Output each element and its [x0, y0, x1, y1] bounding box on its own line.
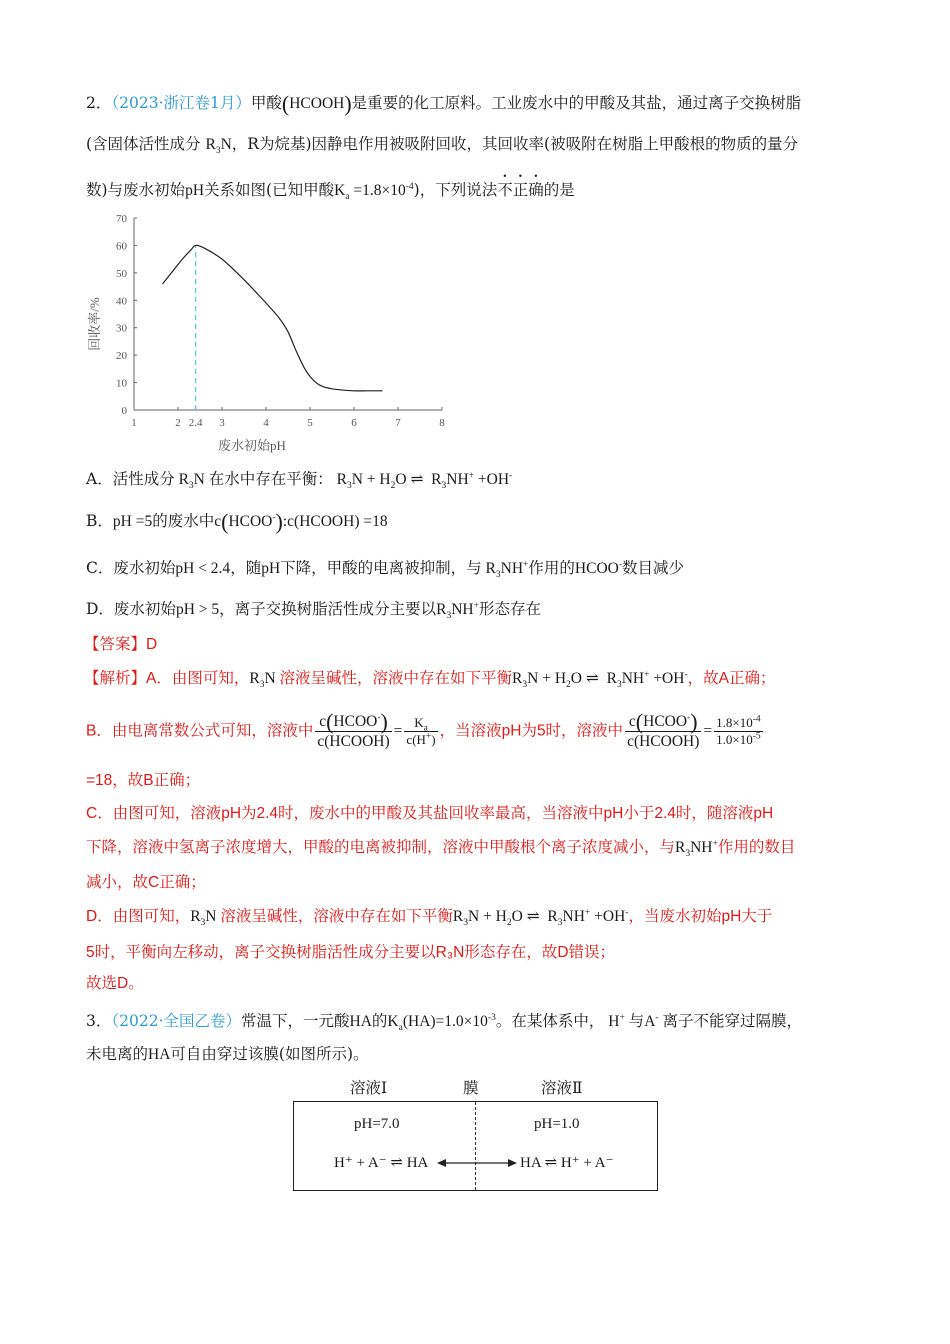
- y-tick-label: 40: [116, 295, 127, 308]
- option-d: [86, 598, 541, 621]
- option-b-label: B．: [86, 512, 113, 530]
- formula-r3nh: $R_3NH^+$: [436, 600, 479, 622]
- q2-text: 的是: [543, 181, 575, 199]
- formula-ha: HA: [148, 1046, 171, 1063]
- option-c-text: 数目减少: [622, 559, 685, 577]
- q3-line-2: [86, 1043, 369, 1066]
- ratio-value-fraction: [714, 715, 763, 748]
- analysis-c-3: 减小，故C正确；: [86, 874, 206, 891]
- analysis-b-end: =18，故B正确；: [86, 772, 201, 789]
- formula-r3n: $R_3N$: [249, 670, 280, 691]
- analysis-text: 溶液呈碱性，溶液中存在如下平衡: [279, 670, 513, 687]
- ratio-expression: c(HCOO-):c(HCOOH): [214, 509, 364, 534]
- denominator-value: 1.0×10: [716, 732, 753, 747]
- ka-exponent: -4: [405, 181, 414, 192]
- y-tick-label: 0: [121, 405, 127, 417]
- y-tick-label: 70: [116, 213, 127, 225]
- ka-symbol: $K_a$: [334, 182, 350, 203]
- option-a-label: A．活性成分: [86, 470, 175, 488]
- formula-r3nh: $R_3NH^+$: [675, 838, 718, 860]
- q2-source-tag: （2023·浙江卷1月）: [111, 94, 251, 112]
- x-tick-label: 2: [175, 417, 181, 429]
- solution-1-equilibrium: H⁺ + A⁻ ⇌ HA: [334, 1155, 429, 1171]
- q2-line-1: 2．（2023·浙江卷1月）甲酸(HCOOH)是重要的化工原料。工业废水中的甲酸及其盐，通过离子交换树脂: [86, 91, 802, 116]
- q2-line-3: [86, 172, 575, 202]
- formula-r3n: $R_3N$: [205, 136, 232, 157]
- chart-svg: [82, 205, 462, 465]
- q2-text: (含固体活性成分: [86, 135, 201, 153]
- membrane-title: 膜: [463, 1079, 479, 1097]
- equilibrium-equation: $R_3N + H_2O$ ⇌ $R_3NH^+ +OH^-$: [452, 907, 629, 929]
- emphasis-not-correct: 不正确: [497, 181, 544, 199]
- x-tick-label: 3: [219, 417, 225, 429]
- analysis-c-1: C．由图可知，溶液pH为2.4时，废水中的甲酸及其盐回收率最高，当溶液中pH小于2.4时，随溶液pH: [86, 805, 774, 822]
- ka-symbol: $K_a$: [387, 1013, 403, 1034]
- option-c-text: 下降，甲酸的电离被抑制，与: [280, 559, 482, 577]
- x-tick-label: 2.4: [188, 417, 203, 429]
- option-a: [86, 468, 512, 491]
- analysis-a: [84, 668, 775, 690]
- option-b-value: =18: [363, 513, 388, 530]
- x-tick-label: 1: [131, 417, 137, 429]
- q3-text: 可自由穿过该膜(如图所示)。: [170, 1045, 369, 1063]
- analysis-text: 溶液呈碱性，溶液中存在如下平衡: [220, 908, 453, 925]
- q2-text: 是重要的化工原料。工业废水中的甲酸及其盐，通过离子交换树脂: [351, 94, 802, 112]
- numerator-value: 1.8×10: [716, 715, 753, 730]
- option-c-text: ，随: [230, 559, 262, 577]
- q3-text: 。在某体系中，: [495, 1012, 605, 1030]
- membrane-line: [475, 1102, 476, 1190]
- h-ion: H+: [604, 1012, 625, 1030]
- numerator-exponent: -4: [752, 714, 761, 725]
- q3-text: 离子不能穿过隔膜，: [662, 1012, 802, 1030]
- formula-r3nh: $R_3NH^+$: [481, 559, 529, 581]
- answer: 【答案】D: [84, 636, 158, 653]
- analysis-d-2: 5时，平衡向左移动，离子交换树脂活性成分主要以R₃N形态存在，故D错误；: [86, 944, 616, 961]
- solution-2-ph: pH=1.0: [534, 1116, 580, 1132]
- ka-exponent: -3: [487, 1012, 496, 1023]
- analysis-text: ，当废水初始pH大于: [628, 908, 773, 925]
- analysis-label: 【解析】: [84, 670, 147, 687]
- formula-hcoo: HCOO: [574, 560, 619, 577]
- double-arrow-icon: [437, 1154, 517, 1172]
- x-axis-label: 废水初始pH: [218, 438, 286, 453]
- q2-text: 甲酸: [250, 94, 282, 112]
- analysis-text: ，故A正确；: [687, 670, 776, 687]
- analysis-b: B．由电离常数公式可知，溶液中 $\frac{c(HCOO^-)}{\text{c(HCOOH)}}$ = $\frac{K_a}{c(H^+)}$ ，当溶液pH为5时，溶液中 $\frac{c(HCOO^-)}{\text{c(HCOOH)}}$ = $\frac{1.8\times 10^{-4}}{1.0\times 10^{-5}}$: [86, 709, 761, 750]
- option-d-condition: pH > 5: [175, 601, 220, 618]
- q2-number: 2．: [86, 94, 112, 112]
- x-tick-label: 8: [439, 417, 445, 429]
- formula-ha: HA: [349, 1013, 372, 1030]
- q3-text: 未电离的: [86, 1045, 149, 1063]
- option-b: [86, 510, 388, 533]
- q3-source-tag: （2022·全国乙卷）: [111, 1012, 241, 1030]
- ka-over-h: $\frac{K_a}{c(H^+)}$: [406, 715, 436, 747]
- x-tick-label: 5: [307, 417, 313, 429]
- analysis-text: B．由电离常数公式可知，溶液中: [86, 722, 314, 740]
- formula-hcooh: HCOOH: [289, 95, 345, 112]
- q3-number: 3．: [86, 1012, 112, 1030]
- analysis-text: D．由图可知，: [86, 908, 191, 925]
- analysis-text: A．由图可知，: [146, 670, 250, 687]
- option-d-text: ，离子交换树脂活性成分主要以: [219, 600, 437, 618]
- option-c-text: 作用的: [528, 559, 575, 577]
- q2-text: ，R为烷基)因静电作用被吸附回收，其回收率(被吸附在树脂上甲酸根的物质的量分: [231, 135, 799, 153]
- q2-line-2: [86, 133, 798, 156]
- option-c-label: C．废水初始: [86, 559, 176, 577]
- y-tick-label: 10: [116, 377, 127, 390]
- solution-1-ph: pH=7.0: [354, 1116, 400, 1132]
- q3-line-1: [86, 1010, 802, 1033]
- option-a-text: 在水中存在平衡：: [208, 470, 333, 488]
- ka-value: =1.8×10: [353, 182, 406, 199]
- option-c-condition: pH < 2.4: [175, 560, 231, 577]
- analysis-text: 下降，溶液中氢离子浓度增大，甲酸的电离被抑制，溶液中甲酸根个离子浓度减小，与: [86, 839, 676, 856]
- solution-2-equilibrium: HA ⇌ H⁺ + A⁻: [520, 1155, 614, 1171]
- a-ion: A-: [644, 1012, 659, 1030]
- equilibrium-equation: $R_3N + H_2O$ ⇌ $R_3NH^+ +OH^-$: [332, 470, 513, 492]
- ka-fraction-left: $\frac{c(HCOO^-)}{\text{c(HCOOH)}}$: [317, 709, 390, 750]
- recovery-rate-chart: [82, 205, 462, 465]
- denominator-exponent: -5: [752, 731, 761, 742]
- q2-text: )，下列说法: [413, 181, 498, 199]
- analysis-d-1: [86, 906, 772, 928]
- q3-text: 的: [371, 1012, 388, 1030]
- q2-text: 数)与废水初始: [86, 181, 186, 199]
- x-tick-label: 7: [395, 417, 401, 429]
- ka-value: (HA)=1.0×10: [402, 1013, 488, 1030]
- q3-text: 常温下，一元酸: [241, 1012, 350, 1030]
- formula-r3n: $R_3N$: [174, 471, 209, 492]
- y-tick-label: 20: [116, 350, 127, 363]
- equilibrium-equation: $R_3N + H_2O$ ⇌ $R_3NH^+ +OH^-$: [512, 669, 688, 691]
- analysis-text: 作用的数目: [717, 839, 796, 856]
- ph-symbol: pH: [261, 560, 281, 577]
- membrane-diagram: [293, 1101, 658, 1191]
- analysis-d-3: 故选D。: [86, 975, 144, 992]
- y-axis-label: 回收率/%: [87, 297, 102, 351]
- option-d-label: D．废水初始: [86, 600, 176, 618]
- ka-fraction-right: $\frac{c(HCOO^-)}{\text{c(HCOOH)}}$: [627, 709, 700, 750]
- x-tick-label: 4: [263, 417, 269, 429]
- y-tick-label: 30: [116, 322, 127, 335]
- y-tick-label: 50: [116, 267, 127, 280]
- analysis-text: ，当溶液pH为5时，溶液中: [439, 722, 624, 740]
- formula-r3n: $R_3N$: [190, 908, 221, 929]
- option-c: C．废水初始pH < 2.4，随pH下降，甲酸的电离被抑制，与 $R_3NH^+$作用的HCOO-数目减少: [86, 559, 685, 581]
- q2-text: 关系如图(已知甲酸: [204, 181, 335, 199]
- analysis-c-2: [86, 837, 795, 859]
- option-d-text: 形态存在: [478, 600, 541, 618]
- y-tick-label: 60: [116, 240, 127, 253]
- q3-text: 与: [628, 1012, 645, 1030]
- option-b-ph: pH =5: [112, 513, 153, 530]
- x-tick-label: 6: [351, 417, 357, 429]
- solution-2-title: 溶液Ⅱ: [541, 1079, 583, 1097]
- solution-1-title: 溶液Ⅰ: [350, 1079, 388, 1097]
- ph-symbol: pH: [185, 182, 205, 199]
- option-b-text: 的废水中: [152, 512, 215, 530]
